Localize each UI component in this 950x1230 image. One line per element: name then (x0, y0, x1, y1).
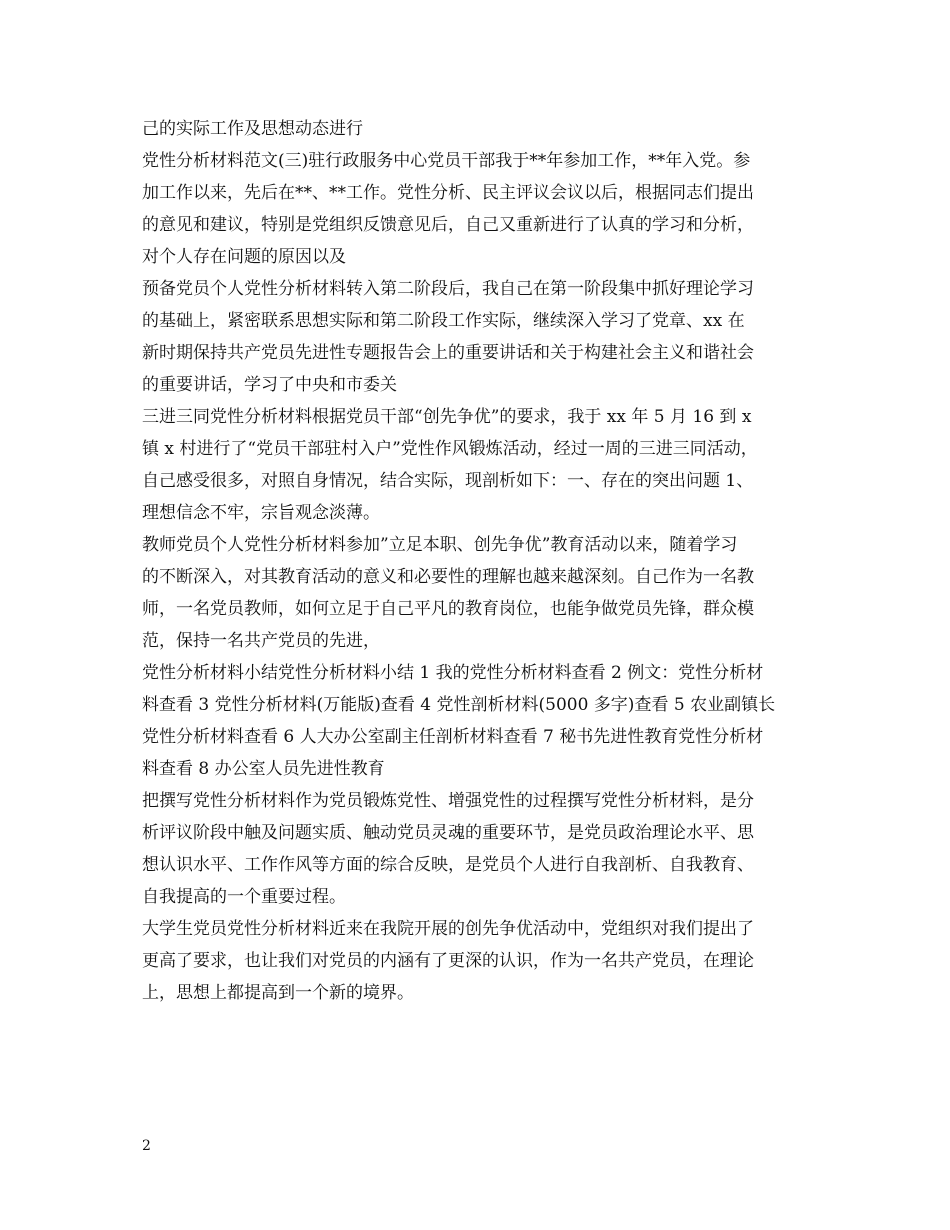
text-line: 己的实际工作及思想动态进行 (142, 119, 363, 139)
text-line: 析评议阶段中触及问题实质、触动党员灵魂的重要环节，是党员政治理论水平、思 (142, 823, 754, 843)
document-body (142, 113, 827, 1009)
text-line: 自己感受很多，对照自身情况，结合实际，现剖析如下：一、存在的突出问题 1、 (142, 471, 754, 491)
text-line: 预备党员个人党性分析材料转入第二阶段后，我自己在第一阶段集中抓好理论学习 (142, 279, 754, 299)
text-line: 更高了要求，也让我们对党员的内涵有了更深的认识，作为一名共产党员，在理论 (142, 951, 754, 971)
text-line: 的不断深入，对其教育活动的意义和必要性的理解也越来越深刻。自己作为一名教 (142, 567, 754, 587)
text-line: 的重要讲话，学习了中央和市委关 (142, 375, 397, 395)
text-line: 的基础上，紧密联系思想实际和第二阶段工作实际，继续深入学习了党章、xx 在 (142, 311, 745, 331)
text-line: 料查看 3 党性分析材料(万能版)查看 4 党性剖析材料(5000 多字)查看 5 农业副镇长 (142, 695, 776, 715)
text-line: 加工作以来，先后在**、**工作。党性分析、民主评议会议以后，根据同志们提出 (142, 183, 754, 203)
page-number: 2 (142, 1138, 151, 1154)
text-line: 理想信念不牢，宗旨观念淡薄。 (142, 503, 380, 523)
text-line: 党性分析材料查看 6 人大办公室副主任剖析材料查看 7 秘书先进性教育党性分析材 (142, 727, 764, 747)
text-line: 把撰写党性分析材料作为党员锻炼党性、增强党性的过程撰写党性分析材料，是分 (142, 791, 754, 811)
text-line: 自我提高的一个重要过程。 (142, 887, 346, 907)
text-line: 三进三同党性分析材料根据党员干部“创先争优”的要求，我于 xx 年 5 月 16 到 x (142, 407, 752, 427)
text-line: 党性分析材料小结党性分析材料小结 1 我的党性分析材料查看 2 例文：党性分析材 (142, 663, 764, 683)
text-line: 上，思想上都提高到一个新的境界。 (142, 983, 414, 1003)
text-line: 想认识水平、工作作风等方面的综合反映，是党员个人进行自我剖析、自我教育、 (142, 855, 754, 875)
text-line: 镇 x 村进行了“党员干部驻村入户”党性作风锻炼活动，经过一周的三进三同活动， (142, 439, 758, 459)
text-line: 教师党员个人党性分析材料参加”立足本职、创先争优”教育活动以来，随着学习 (142, 535, 738, 555)
text-line: 的意见和建议，特别是党组织反馈意见后，自己又重新进行了认真的学习和分析， (142, 215, 754, 235)
text-line: 党性分析材料范文(三)驻行政服务中心党员干部我于**年参加工作，**年入党。参 (142, 151, 751, 171)
text-line: 师，一名党员教师，如何立足于自己平凡的教育岗位，也能争做党员先锋，群众模 (142, 599, 754, 619)
text-line: 大学生党员党性分析材料近来在我院开展的创先争优活动中，党组织对我们提出了 (142, 919, 754, 939)
text-line: 料查看 8 办公室人员先进性教育 (142, 759, 385, 779)
text-line: 范，保持一名共产党员的先进， (142, 631, 380, 651)
text-line: 对个人存在问题的原因以及 (142, 247, 346, 267)
text-line: 新时期保持共产党员先进性专题报告会上的重要讲话和关于构建社会主义和谐社会 (142, 343, 754, 363)
